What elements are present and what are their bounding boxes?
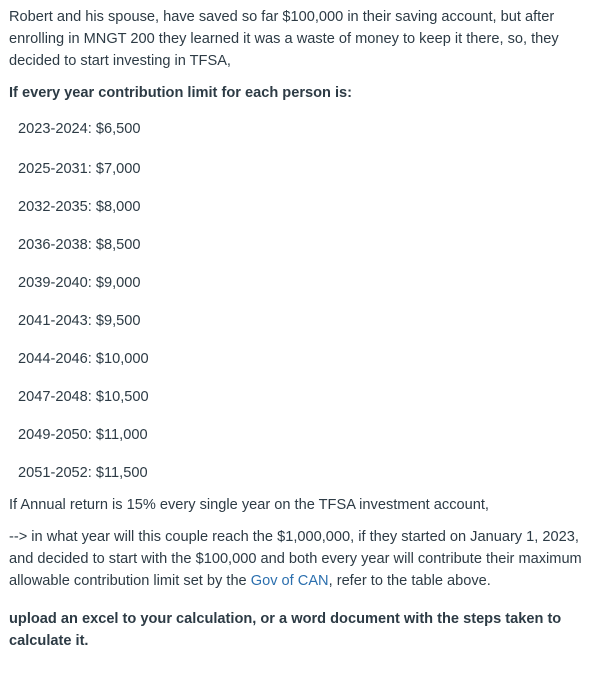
limit-item: 2036-2038: $8,500 <box>18 237 141 253</box>
limit-item: 2044-2046: $10,000 <box>18 351 149 367</box>
question-text-start: --> in what year will this couple reach the $1,000,000, if they started on January 1, 2023, and decided to start with the $100,000 and both every year will contribute their maximum allowable contribution limit set by the <box>9 529 582 589</box>
contribution-limits-list <box>9 112 602 492</box>
intro-paragraph: Robert and his spouse, have saved so far $100,000 in their saving account, but after enrolling in MNGT 200 they learned it was a waste of money to keep it there, so, they decided to start investing in TFSA, <box>9 9 559 69</box>
limit-item: 2039-2040: $9,000 <box>18 275 141 291</box>
limit-item: 2047-2048: $10,500 <box>18 389 149 405</box>
limit-item: 2032-2035: $8,000 <box>18 199 141 215</box>
annual-return-line: If Annual return is 15% every single year on the TFSA investment account, <box>9 497 489 513</box>
question-paragraph <box>9 526 602 592</box>
limit-item: 2025-2031: $7,000 <box>18 161 141 177</box>
upload-instruction: upload an excel to your calculation, or a word document with the steps taken to calculate it. <box>9 611 562 649</box>
gov-of-can-link[interactable]: Gov of CAN <box>250 573 329 589</box>
question-text-end: , refer to the table above. <box>328 573 491 589</box>
limit-item: 2023-2024: $6,500 <box>18 121 141 137</box>
limit-item: 2041-2043: $9,500 <box>18 313 141 329</box>
limits-heading: If every year contribution limit for each person is: <box>9 85 353 101</box>
limit-item: 2051-2052: $11,500 <box>18 465 148 481</box>
limit-item: 2049-2050: $11,000 <box>18 427 148 443</box>
